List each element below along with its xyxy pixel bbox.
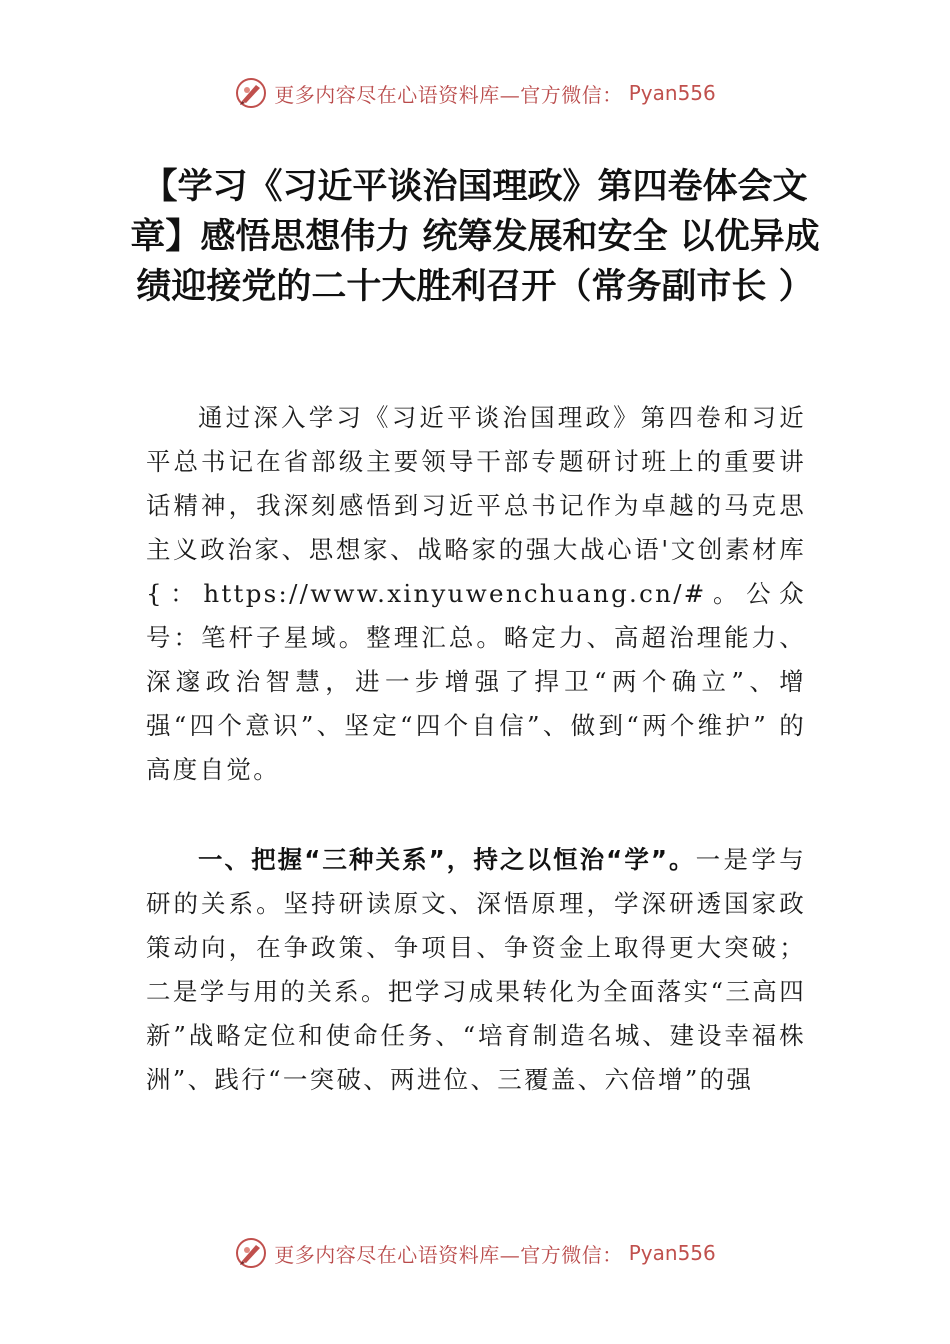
body-paragraph-section-one: [146, 838, 806, 1102]
section-body-text: 一是学与研的关系。坚持研读原文、深悟原理，学深研透国家政策动向，在争政策、争项目、争资金上取得更大突破；二是学与用的关系。把学习成果转化为全面落实“三高四新”战略定位和使命任务、“培育制造名城、建设幸福株洲”、践行“一突破、两进位、三覆盖、六倍增”的强: [146, 845, 806, 1094]
watermark-text: 更多内容尽在心语资料库—官方微信：: [274, 82, 623, 107]
quill-pen-icon: [234, 1236, 268, 1270]
section-heading: 一、把握“三种关系”，持之以恒治“学”。: [198, 845, 696, 874]
watermark-text: 更多内容尽在心语资料库—官方微信：: [274, 1242, 623, 1267]
body-paragraph-intro: 通过深入学习《习近平谈治国理政》第四卷和习近平总书记在省部级主要领导干部专题研讨班上的重要讲话精神，我深刻感悟到习近平总书记作为卓越的马克思主义政治家、思想家、战略家的强大战心语'文创素材库{：https://www.xinyuwenchuang.cn/#。公众号：笔杆子星域。整理汇总。略定力、高超治理能力、深邃政治智慧，进一步增强了捍卫“两个确立”、增强“四个意识”、坚定“四个自信”、做到“两个维护” 的高度自觉。: [146, 403, 806, 784]
header-watermark: [0, 76, 950, 110]
footer-watermark: [0, 1236, 950, 1270]
document-title: 【学习《习近平谈治国理政》第四卷体会文章】感悟思想伟力 统筹发展和安全 以优异成绩迎接党的二十大胜利召开（常务副市长 ）: [130, 167, 820, 307]
watermark-wechat-id: Pyan556: [628, 81, 716, 105]
quill-pen-icon: [234, 76, 268, 110]
watermark-wechat-id: Pyan556: [628, 1241, 716, 1265]
